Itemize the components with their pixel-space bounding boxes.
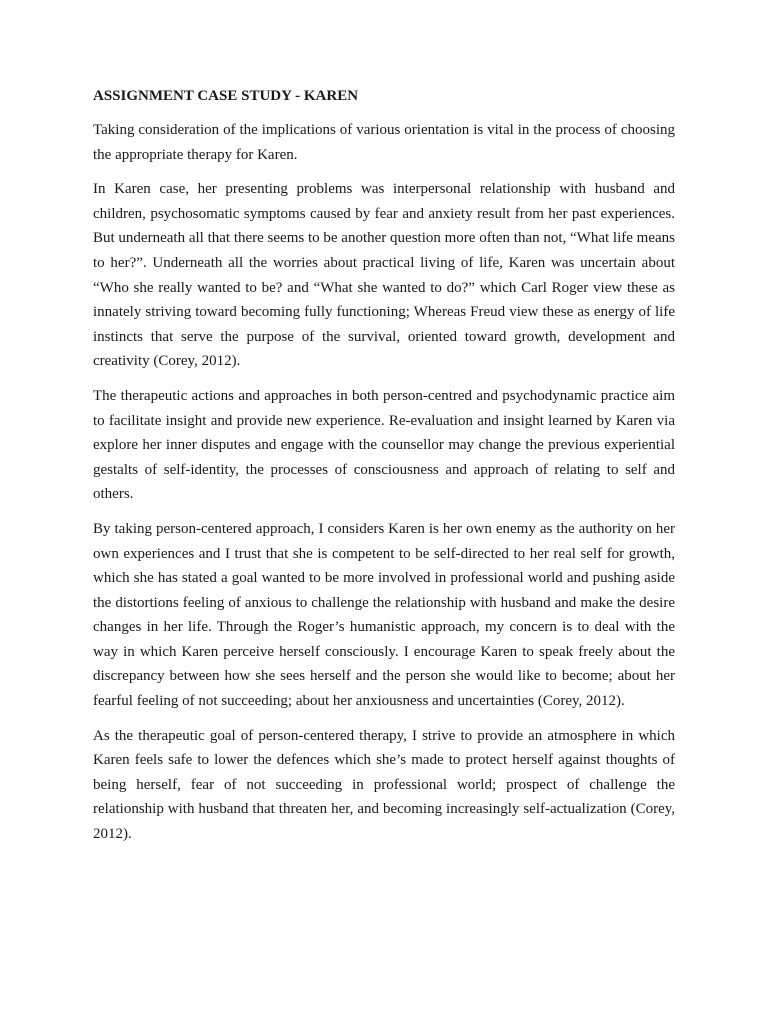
paragraph-5: As the therapeutic goal of person-centered therapy, I strive to provide an atmosphere in which Karen feels safe to lower the defences which she’s made to protect herself against thoughts of being herself, fear of not succeeding in professional world; prospect of challenge the relationship with husband that threaten her, and becoming increasingly self-actualization (Corey, 2012). [93, 727, 675, 843]
document-title: ASSIGNMENT CASE STUDY - KAREN [93, 88, 359, 104]
paragraph-2: In Karen case, her presenting problems was interpersonal relationship with husband and children, psychosomatic symptoms caused by fear and anxiety result from her past experiences. But underneath all that there seems to be another question more often than not, “What life means to her?”. Underneath all the worries about practical living of life, Karen was uncertain about “Who she really wanted to be? and “What she wanted to do?” which Carl Roger view these as innately striving toward becoming fully functioning; Whereas Freud view these as energy of life instincts that serve the purpose of the survival, oriented toward growth, development and creativity (Corey, 2012). [93, 181, 675, 370]
paragraph-4: By taking person-centered approach, I considers Karen is her own enemy as the authority on her own experiences and I trust that she is competent to be self-directed to her real self for growth, which she has stated a goal wanted to be more involved in professional world and pushing aside the distortions feeling of anxious to challenge the relationship with husband and make the desire changes in her life. Through the Roger’s humanistic approach, my concern is to deal with the way in which Karen perceive herself consciously. I encourage Karen to speak freely about the discrepancy between how she sees herself and the person she would like to become; about her fearful feeling of not succeeding; about her anxiousness and uncertainties (Corey, 2012). [93, 520, 675, 710]
paragraph-1: Taking consideration of the implications of various orientation is vital in the process of choosing the appropriate therapy for Karen. [93, 122, 675, 163]
document-page [93, 86, 675, 857]
paragraph-3: The therapeutic actions and approaches in both person-centred and psychodynamic practice aim to facilitate insight and provide new experience. Re-evaluation and insight learned by Karen via explore her inner disputes and engage with the counsellor may change the previous experiential gestalts of self-identity, the processes of consciousness and approach of relating to self and others. [93, 387, 675, 503]
